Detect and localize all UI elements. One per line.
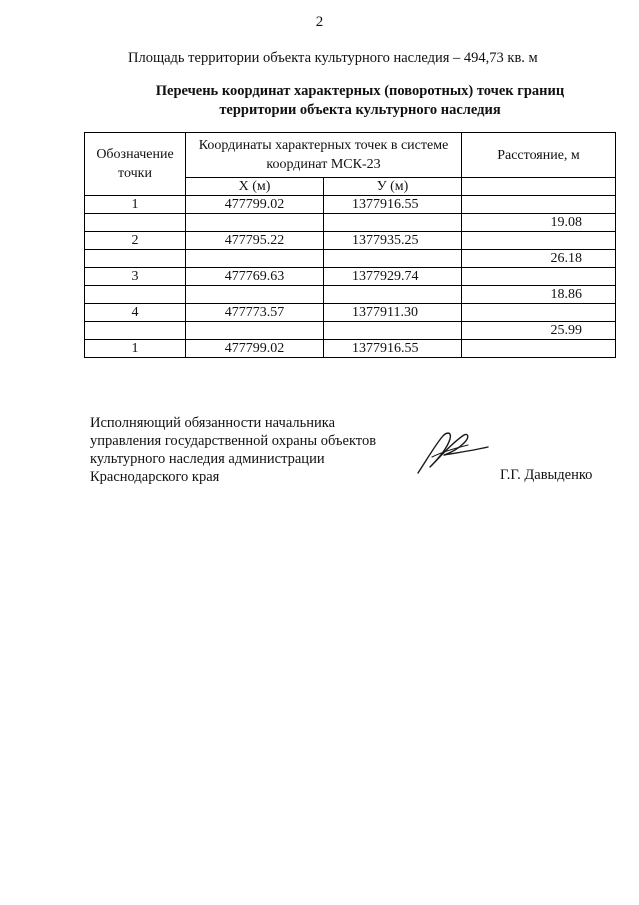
area-statement: Площадь территории объекта культурного наследия – 494,73 кв. м <box>128 50 538 66</box>
distance-blank <box>462 232 616 250</box>
point-y: 1377935.25 <box>324 232 462 250</box>
signatory-title-line: культурного наследия администрации <box>90 451 325 467</box>
blank-cell <box>85 250 186 268</box>
blank-cell <box>186 286 324 304</box>
blank-cell <box>186 322 324 340</box>
signer-name: Г.Г. Давыденко <box>500 467 593 483</box>
point-y: 1377929.74 <box>324 268 462 286</box>
header-y: У (м) <box>324 178 462 196</box>
table-row <box>85 196 616 214</box>
header-point-line-1: Обозначение <box>96 147 174 162</box>
table-row <box>85 214 616 232</box>
table-row <box>85 322 616 340</box>
blank-cell <box>85 286 186 304</box>
header-distance-blank <box>462 178 616 196</box>
header-coordinates-line-1: Координаты характерных точек в системе <box>198 138 449 153</box>
header-coordinates-line-2: координат МСК-23 <box>266 157 381 172</box>
point-y: 1377911.30 <box>324 304 462 322</box>
table-row <box>85 232 616 250</box>
signatory-title-line: Исполняющий обязанности начальника <box>90 415 336 431</box>
blank-cell <box>324 322 462 340</box>
point-y: 1377916.55 <box>324 340 462 358</box>
header-coordinates <box>186 133 462 178</box>
coordinates-table <box>84 132 616 358</box>
blank-cell <box>186 250 324 268</box>
blank-cell <box>324 286 462 304</box>
header-distance: Расстояние, м <box>462 133 616 178</box>
table-row <box>85 250 616 268</box>
table-row <box>85 304 616 322</box>
signatory-title <box>90 414 376 486</box>
point-label: 3 <box>85 268 186 286</box>
point-label: 1 <box>85 340 186 358</box>
list-title-line-1: Перечень координат характерных (поворотных) точек границ <box>155 83 565 99</box>
blank-cell <box>85 214 186 232</box>
handwritten-signature <box>412 427 492 477</box>
point-x: 477795.22 <box>186 232 324 250</box>
distance-blank <box>462 196 616 214</box>
header-point <box>85 133 186 196</box>
point-label: 2 <box>85 232 186 250</box>
list-title-line-2: территории объекта культурного наследия <box>219 102 501 118</box>
distance-blank <box>462 268 616 286</box>
blank-cell <box>85 322 186 340</box>
distance-blank <box>462 340 616 358</box>
page-number: 2 <box>315 14 324 30</box>
blank-cell <box>324 214 462 232</box>
signatory-title-line: управления государственной охраны объектов <box>90 433 377 449</box>
signatory-title-line: Краснодарского края <box>90 469 220 485</box>
distance-value: 26.18 <box>462 250 616 268</box>
blank-cell <box>324 250 462 268</box>
point-label: 1 <box>85 196 186 214</box>
point-x: 477799.02 <box>186 340 324 358</box>
blank-cell <box>186 214 324 232</box>
list-title <box>100 82 620 120</box>
distance-value: 19.08 <box>462 214 616 232</box>
header-x: Х (м) <box>186 178 324 196</box>
distance-blank <box>462 304 616 322</box>
distance-value: 18.86 <box>462 286 616 304</box>
table-row <box>85 268 616 286</box>
table-row <box>85 286 616 304</box>
point-label: 4 <box>85 304 186 322</box>
point-y: 1377916.55 <box>324 196 462 214</box>
point-x: 477773.57 <box>186 304 324 322</box>
point-x: 477799.02 <box>186 196 324 214</box>
table-row <box>85 340 616 358</box>
header-point-line-2: точки <box>118 166 152 181</box>
point-x: 477769.63 <box>186 268 324 286</box>
distance-value: 25.99 <box>462 322 616 340</box>
